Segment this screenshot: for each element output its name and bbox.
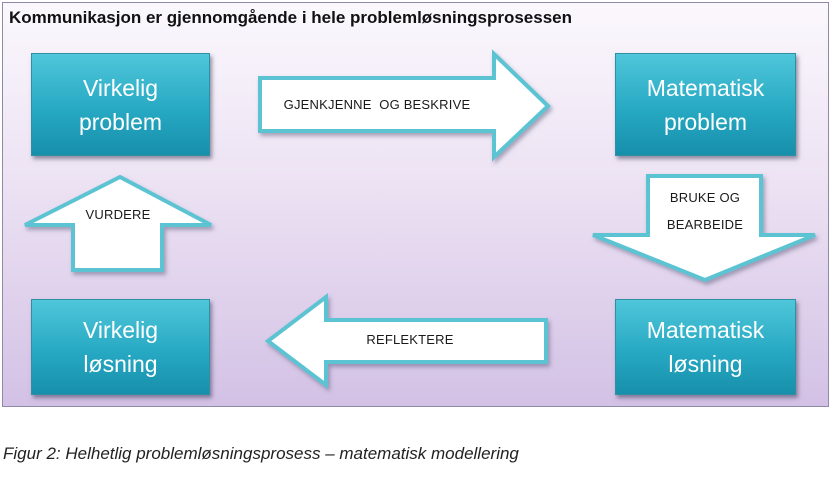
box-math-solution-line2: løsning (668, 351, 743, 377)
process-arrow-label-line2: BEARBEIDE (666, 217, 744, 232)
box-math-problem-line2: problem (663, 108, 748, 135)
box-real-problem (31, 53, 210, 156)
reflect-arrow-label: REFLEKTERE (366, 332, 454, 347)
box-math-solution-line1: Matematisk (646, 317, 765, 343)
box-real-problem-line2: problem (78, 108, 163, 135)
box-real-solution-line2: løsning (83, 351, 158, 377)
box-real-solution (31, 299, 210, 395)
evaluate-arrow-label: VURDERE (85, 207, 151, 222)
box-real-solution-line1: Virkelig (83, 317, 158, 343)
box-math-solution (615, 299, 796, 395)
figure-caption: Figur 2: Helhetlig problemløsningsprosess – matematisk modellering (3, 444, 519, 463)
evaluate-arrow (25, 177, 211, 270)
process-arrow-label-line1: BRUKE OG (669, 190, 741, 205)
recognize-arrow-label: GJENKJENNE OG BESKRIVE (283, 97, 471, 112)
box-math-problem (615, 53, 796, 156)
panel-title: Kommunikasjon er gjennomgående i hele problemløsningsprosessen (9, 8, 573, 27)
box-real-problem-line1: Virkelig (83, 74, 158, 101)
box-math-problem-line1: Matematisk (646, 74, 765, 101)
